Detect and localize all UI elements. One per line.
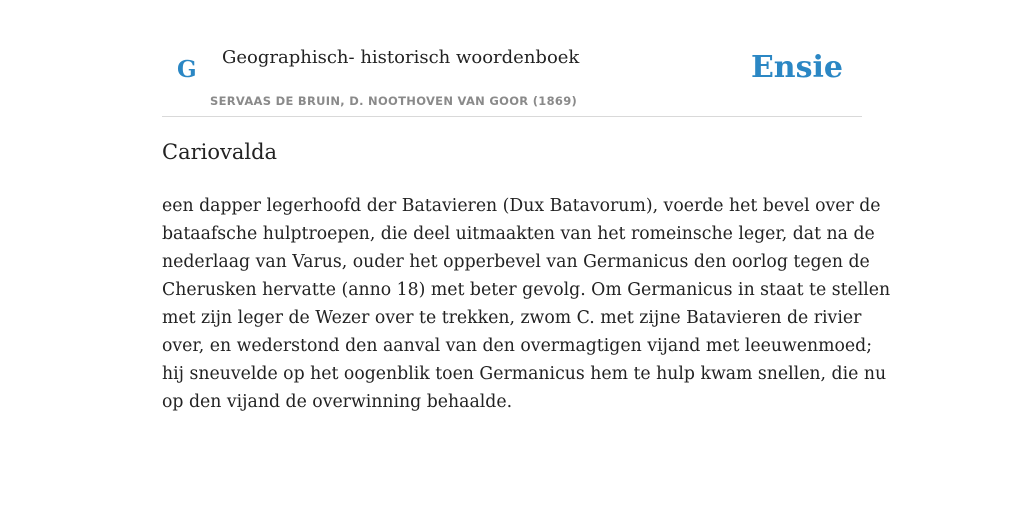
book-header	[162, 38, 862, 117]
entry-body-line: een dapper legerhoofd der Batavieren (Dux Batavorum), voerde het bevel over de	[162, 196, 881, 216]
entry-body-line: bataafsche hulptroepen, die deel uitmaakten van het romeinsche leger, dat na de	[162, 224, 875, 244]
entry-body-line: op den vijand de overwinning behaalde.	[162, 392, 513, 412]
book-title-link[interactable]: Geographisch- historisch woordenboek	[222, 47, 580, 68]
book-letter-icon[interactable]: G	[177, 56, 197, 83]
entry-body-line: over, en wederstond den aanval van den overmagtigen vijand met leeuwenmoed;	[162, 336, 873, 356]
ensie-logo-link[interactable]: Ensie	[750, 50, 843, 85]
entry-body	[162, 192, 891, 416]
entry-body-line: hij sneuvelde op het oogenblik toen Germanicus hem te hulp kwam snellen, die nu	[162, 364, 887, 384]
entry-body-line: met zijn leger de Wezer over te trekken, zwom C. met zijne Batavieren de rivier	[162, 308, 862, 328]
book-author: SERVAAS DE BRUIN, D. NOOTHOVEN VAN GOOR (1869)	[210, 94, 578, 108]
entry-title: Cariovalda	[162, 140, 278, 164]
entry-body-line: Cherusken hervatte (anno 18) met beter gevolg. Om Germanicus in staat te stellen	[162, 280, 891, 300]
entry-body-line: nederlaag van Varus, ouder het opperbevel van Germanicus den oorlog tegen de	[162, 252, 870, 272]
